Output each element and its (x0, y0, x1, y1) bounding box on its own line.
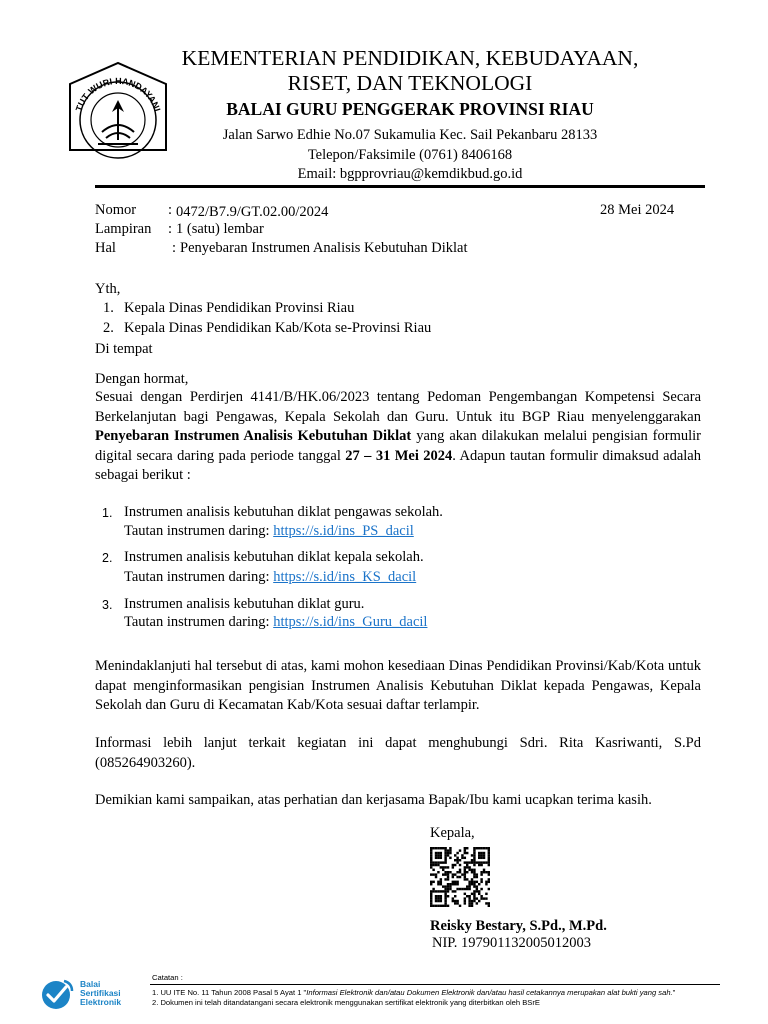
lampiran-colon: : (168, 221, 173, 237)
office-address: Jalan Sarwo Edhie No.07 Sukamulia Kec. Sail Pekanbaru 28133 (222, 127, 598, 143)
ministry-name-line2: RISET, DAN TEKNOLOGI (287, 71, 533, 95)
office-email: Email: bgpprovriau@kemdikbud.go.id (297, 166, 523, 182)
ministry-name-line1: KEMENTERIAN PENDIDIKAN, KEBUDAYAAN, (181, 46, 639, 70)
bsre-line-2: Sertifikasi (80, 988, 121, 998)
instrument-link-1[interactable]: https://s.id/ins_PS_dacil (273, 523, 414, 539)
paragraph-1-c: . Adapun tautan formulir dimaksud adalah sebagai berikut : (95, 447, 701, 483)
letter-date: 28 Mei 2024 (600, 202, 675, 218)
bsre-logo-text (80, 980, 121, 1007)
hal-label: Hal (95, 240, 116, 256)
paragraph-1 (95, 388, 701, 486)
footer-note-1-c: " (672, 988, 676, 997)
footer-note-2: 2. Dokumen ini telah ditandatangani secara elektronik menggunakan sertifikat elektronik yang diterbitkan oleh BSrE (152, 998, 540, 1007)
instrument-num-3: 3. (102, 598, 113, 612)
logo-text: TUT WURI HANDAYANI (73, 75, 163, 113)
paragraph-1-b: yang akan dilakukan melalui pengisian formulir digital secara daring pada periode tanggal (95, 428, 701, 464)
nomor-value: 0472/B7.9/GT.02.00/2024 (176, 204, 329, 220)
recipient-num-1: 1. (103, 300, 114, 316)
signature-title: Kepala, (430, 825, 475, 841)
catatan-label: Catatan : (152, 973, 183, 982)
header-rule (95, 185, 705, 188)
paragraph-4: Demikian kami sampaikan, atas perhatian dan kerjasama Bapak/Ibu kami ucapkan terima kasih. (95, 792, 652, 808)
paragraph-1-a: Sesuai dengan Perdirjen 4141/B/HK.06/2023 tentang Pedoman Pengembangan Kompetensi Secara Berkelanjutan bagi Pengawas, Kepala Sekolah dan Guru. Untuk itu BGP Riau menyelenggarakan (95, 389, 701, 425)
instrument-link-label-3: Tautan instrumen daring: (124, 614, 270, 630)
instrument-link-label-1: Tautan instrumen daring: (124, 523, 270, 539)
signatory-nip: NIP. 197901132005012003 (432, 935, 591, 951)
signatory-name: Reisky Bestary, S.Pd., M.Pd. (430, 918, 607, 934)
office-name: BALAI GURU PENGGERAK PROVINSI RIAU (226, 99, 594, 119)
paragraph-1-dates: 27 – 31 Mei 2024 (345, 447, 453, 464)
instrument-link-3[interactable]: https://s.id/ins_Guru_dacil (273, 614, 428, 630)
hal-colon: : (172, 240, 177, 256)
footer-note-1-b: Informasi Elektronik dan/atau Dokumen Elektronik dan/atau hasil cetakannya merupakan alat bukti yang sah. (306, 988, 673, 997)
instrument-num-2: 2. (102, 551, 113, 565)
bsre-line-1: Balai (80, 979, 101, 989)
footer-divider (150, 984, 720, 985)
recipient-1: Kepala Dinas Pendidikan Provinsi Riau (124, 300, 355, 316)
paragraph-1-bold: Penyebaran Instrumen Analisis Kebutuhan Diklat (95, 428, 412, 444)
instrument-link-label-2: Tautan instrumen daring: (124, 569, 270, 585)
nomor-colon: : (168, 202, 173, 218)
recipient-num-2: 2. (103, 320, 114, 336)
yth: Yth, (95, 281, 121, 297)
bsre-line-3: Elektronik (80, 997, 122, 1007)
instrument-link-row-2 (124, 568, 416, 587)
instrument-num-1: 1. (102, 506, 113, 520)
footer-note-1-a: 1. UU ITE No. 11 Tahun 2008 Pasal 5 Ayat 1 " (152, 988, 307, 997)
paragraph-2: Menindaklanjuti hal tersebut di atas, kami mohon kesediaan Dinas Pendidikan Provinsi/Kab/Kota untuk dapat menginformasikan pengisian Instrumen Analisis Kebutuhan Diklat kepada Pengawas, Kepala Sekolah dan Guru di Kecamatan Kab/Kota sesuai daftar terlampir. (95, 658, 701, 713)
bsre-logo-icon (40, 977, 76, 1011)
instrument-link-row-3 (124, 613, 427, 632)
instrument-title-3: Instrumen analisis kebutuhan diklat guru. (124, 596, 365, 612)
lampiran-value: 1 (satu) lembar (176, 221, 264, 237)
instrument-title-2: Instrumen analisis kebutuhan diklat kepala sekolah. (124, 549, 424, 565)
hal-value: Penyebaran Instrumen Analisis Kebutuhan Diklat (180, 240, 468, 256)
nomor-label: Nomor (95, 202, 137, 218)
instrument-link-row-1 (124, 522, 414, 541)
recipient-place: Di tempat (95, 341, 153, 357)
instrument-title-1: Instrumen analisis kebutuhan diklat pengawas sekolah. (124, 504, 443, 520)
office-phone: Telepon/Faksimile (0761) 8406168 (307, 147, 513, 163)
instrument-link-2[interactable]: https://s.id/ins_KS_dacil (273, 569, 417, 585)
paragraph-3: Informasi lebih lanjut terkait kegiatan ini dapat menghubungi Sdri. Rita Kasriwanti, S.Pd (085264903260). (95, 735, 701, 771)
greeting: Dengan hormat, (95, 371, 189, 387)
footer-note-1 (152, 988, 675, 999)
lampiran-label: Lampiran (95, 221, 152, 237)
recipient-2: Kepala Dinas Pendidikan Kab/Kota se-Provinsi Riau (124, 320, 432, 336)
qr-code (430, 847, 490, 907)
